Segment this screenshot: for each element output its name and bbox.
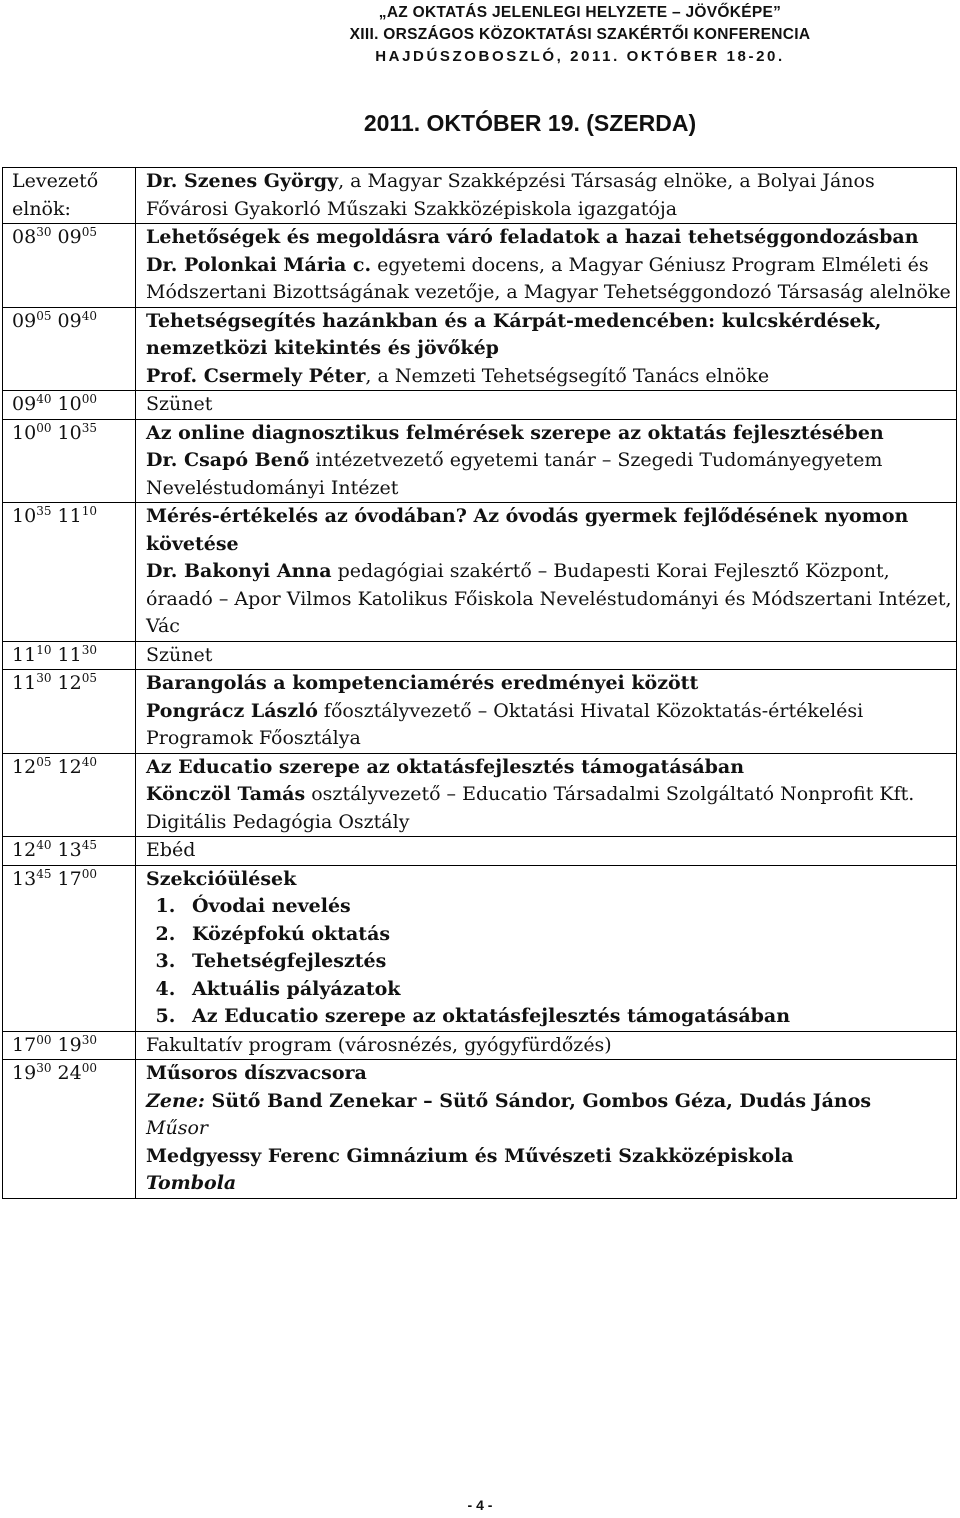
- program-row: [3, 1060, 957, 1199]
- speaker-name: Dr. Csapó Benő: [146, 449, 310, 471]
- conference-header: [200, 2, 960, 68]
- page-number: - 4 -: [467, 1497, 493, 1513]
- show-school: Medgyessy Ferenc Gimnázium és Művészeti Szakközépiskola: [146, 1144, 794, 1167]
- speaker-desc: egyetemi docens, a Magyar Géniusz Program Elméleti és Módszertani Bizottságának vezetője, a Magyar Tehetséggondozó Társaság alelnöke: [146, 253, 951, 303]
- talk-title: Az online diagnosztikus felmérések szerepe az oktatás fejlesztésében: [146, 421, 884, 444]
- conference-place-date: HAJDÚSZOBOSZLÓ, 2011. OKTÓBER 18-20.: [375, 48, 785, 65]
- speaker-name: Dr. Polonkai Mária c.: [146, 253, 372, 276]
- program-cell: [136, 670, 957, 754]
- talk-title: Lehetőségek és megoldásra váró feladatok a hazai tehetséggondozásban: [146, 226, 919, 248]
- program-cell: [136, 753, 957, 837]
- program-row: [3, 419, 957, 503]
- program-row: [3, 1031, 957, 1060]
- program-cell: [136, 865, 957, 1031]
- time-cell: $13^{45}$ $17^{00}$: [3, 865, 136, 1031]
- speaker-name: Pongrácz László: [146, 699, 318, 722]
- speaker-line: [146, 558, 956, 641]
- program-row: [3, 224, 957, 308]
- conference-subtitle: XIII. ORSZÁGOS KÖZOKTATÁSI SZAKÉRTŐI KONFERENCIA: [349, 26, 811, 43]
- day-title: 2011. OKTÓBER 19. (SZERDA): [363, 110, 697, 136]
- time-cell: $10^{35}$ $11^{10}$: [3, 503, 136, 642]
- program-cell: [136, 1060, 957, 1199]
- time-cell: $19^{30}$ $24^{00}$: [3, 1060, 136, 1199]
- program-row: [3, 503, 957, 642]
- section-list: [146, 893, 956, 1031]
- break-label: Szünet: [146, 643, 213, 666]
- speaker-name: Könczöl Tamás: [146, 783, 306, 805]
- speaker-line: [146, 447, 956, 502]
- time-cell: $09^{40}$ $10^{00}$: [3, 391, 136, 420]
- program-cell: [136, 1031, 957, 1060]
- program-row: [3, 641, 957, 670]
- raffle-label: Tombola: [146, 1172, 237, 1194]
- optional-program: Fakultatív program (városnézés, gyógyfürdőzés): [146, 1033, 612, 1056]
- program-row: [3, 391, 957, 420]
- time-cell: $11^{10}$ $11^{30}$: [3, 641, 136, 670]
- section-item: 1. Óvodai nevelés: [182, 893, 956, 921]
- chair-name: Dr. Szenes György: [146, 170, 339, 192]
- program-row: [3, 865, 957, 1031]
- speaker-line: [146, 363, 956, 391]
- music-band: Sütő Band Zenekar – Sütő Sándor, Gombos Géza, Dudás János: [204, 1089, 872, 1112]
- chair-row: [3, 168, 957, 224]
- show-label: Műsor: [146, 1117, 208, 1139]
- time-cell: $08^{30}$ $09^{05}$: [3, 224, 136, 308]
- program-cell: [136, 503, 957, 642]
- speaker-line: [146, 781, 956, 836]
- section-item: 5. Az Educatio szerepe az oktatásfejlesztés támogatásában: [182, 1003, 956, 1031]
- speaker-desc: intézetvezető egyetemi tanár – Szegedi Tudományegyetem Neveléstudományi Intézet: [146, 449, 883, 499]
- talk-title: Tehetségsegítés hazánkban és a Kárpát-medencében: kulcskérdések, nemzetközi kitekintés és jövőkép: [146, 309, 882, 359]
- chair-cell: [136, 168, 957, 224]
- speaker-name: Prof. Csermely Péter: [146, 364, 366, 387]
- break-label: Szünet: [146, 393, 213, 415]
- program-table: [2, 167, 957, 1199]
- chair-desc: , a Magyar Szakképzési Társaság elnöke, a Bolyai János Fővárosi Gyakorló Műszaki Szakközépiskola igazgatója: [146, 170, 875, 220]
- speaker-name: Dr. Bakonyi Anna: [146, 560, 332, 582]
- section-item: 2. Középfokú oktatás: [182, 921, 956, 949]
- talk-title: Az Educatio szerepe az oktatásfejlesztés támogatásában: [146, 755, 745, 778]
- talk-title: Barangolás a kompetenciamérés eredményei között: [146, 672, 699, 694]
- lunch-label: Ebéd: [146, 839, 196, 861]
- time-cell: $11^{30}$ $12^{05}$: [3, 670, 136, 754]
- speaker-desc: pedagógiai szakértő – Budapesti Korai Fejlesztő Központ, óraadó – Apor Vilmos Katolikus Főiskola Neveléstudományi és Módszertani Intézet, Vác: [146, 560, 952, 637]
- speaker-line: [146, 252, 956, 307]
- program-row: [3, 307, 957, 391]
- conference-title: „AZ OKTATÁS JELENLEGI HELYZETE – JÖVŐKÉPE”: [378, 4, 782, 21]
- program-cell: [136, 391, 957, 420]
- program-cell: [136, 837, 957, 866]
- program-row: [3, 837, 957, 866]
- time-cell: $12^{05}$ $12^{40}$: [3, 753, 136, 837]
- program-cell: [136, 224, 957, 308]
- speaker-desc: osztályvezető – Educatio Társadalmi Szolgáltató Nonprofit Kft. Digitális Pedagógia Osztály: [146, 783, 915, 833]
- time-cell: $12^{40}$ $13^{45}$: [3, 837, 136, 866]
- program-row: [3, 670, 957, 754]
- program-cell: [136, 419, 957, 503]
- section-item: 3. Tehetségfejlesztés: [182, 948, 956, 976]
- chair-label: Levezető elnök:: [3, 168, 136, 224]
- time-cell: $10^{00}$ $10^{35}$: [3, 419, 136, 503]
- time-cell: $17^{00}$ $19^{30}$: [3, 1031, 136, 1060]
- sessions-title: Szekcióülések: [146, 867, 297, 890]
- time-cell: $09^{05}$ $09^{40}$: [3, 307, 136, 391]
- speaker-desc: , a Nemzeti Tehetségsegítő Tanács elnöke: [365, 364, 770, 387]
- speaker-line: [146, 698, 956, 753]
- music-line: [146, 1088, 956, 1116]
- talk-title: Mérés-értékelés az óvodában? Az óvodás gyermek fejlődésének nyomon követése: [146, 505, 909, 555]
- program-cell: [136, 641, 957, 670]
- dinner-title: Műsoros díszvacsora: [146, 1062, 367, 1084]
- section-item: 4. Aktuális pályázatok: [182, 976, 956, 1004]
- program-row: [3, 753, 957, 837]
- program-cell: [136, 307, 957, 391]
- speaker-desc: főosztályvezető – Oktatási Hivatal Közoktatás-értékelési Programok Főosztálya: [146, 699, 864, 749]
- music-label: Zene:: [146, 1089, 205, 1112]
